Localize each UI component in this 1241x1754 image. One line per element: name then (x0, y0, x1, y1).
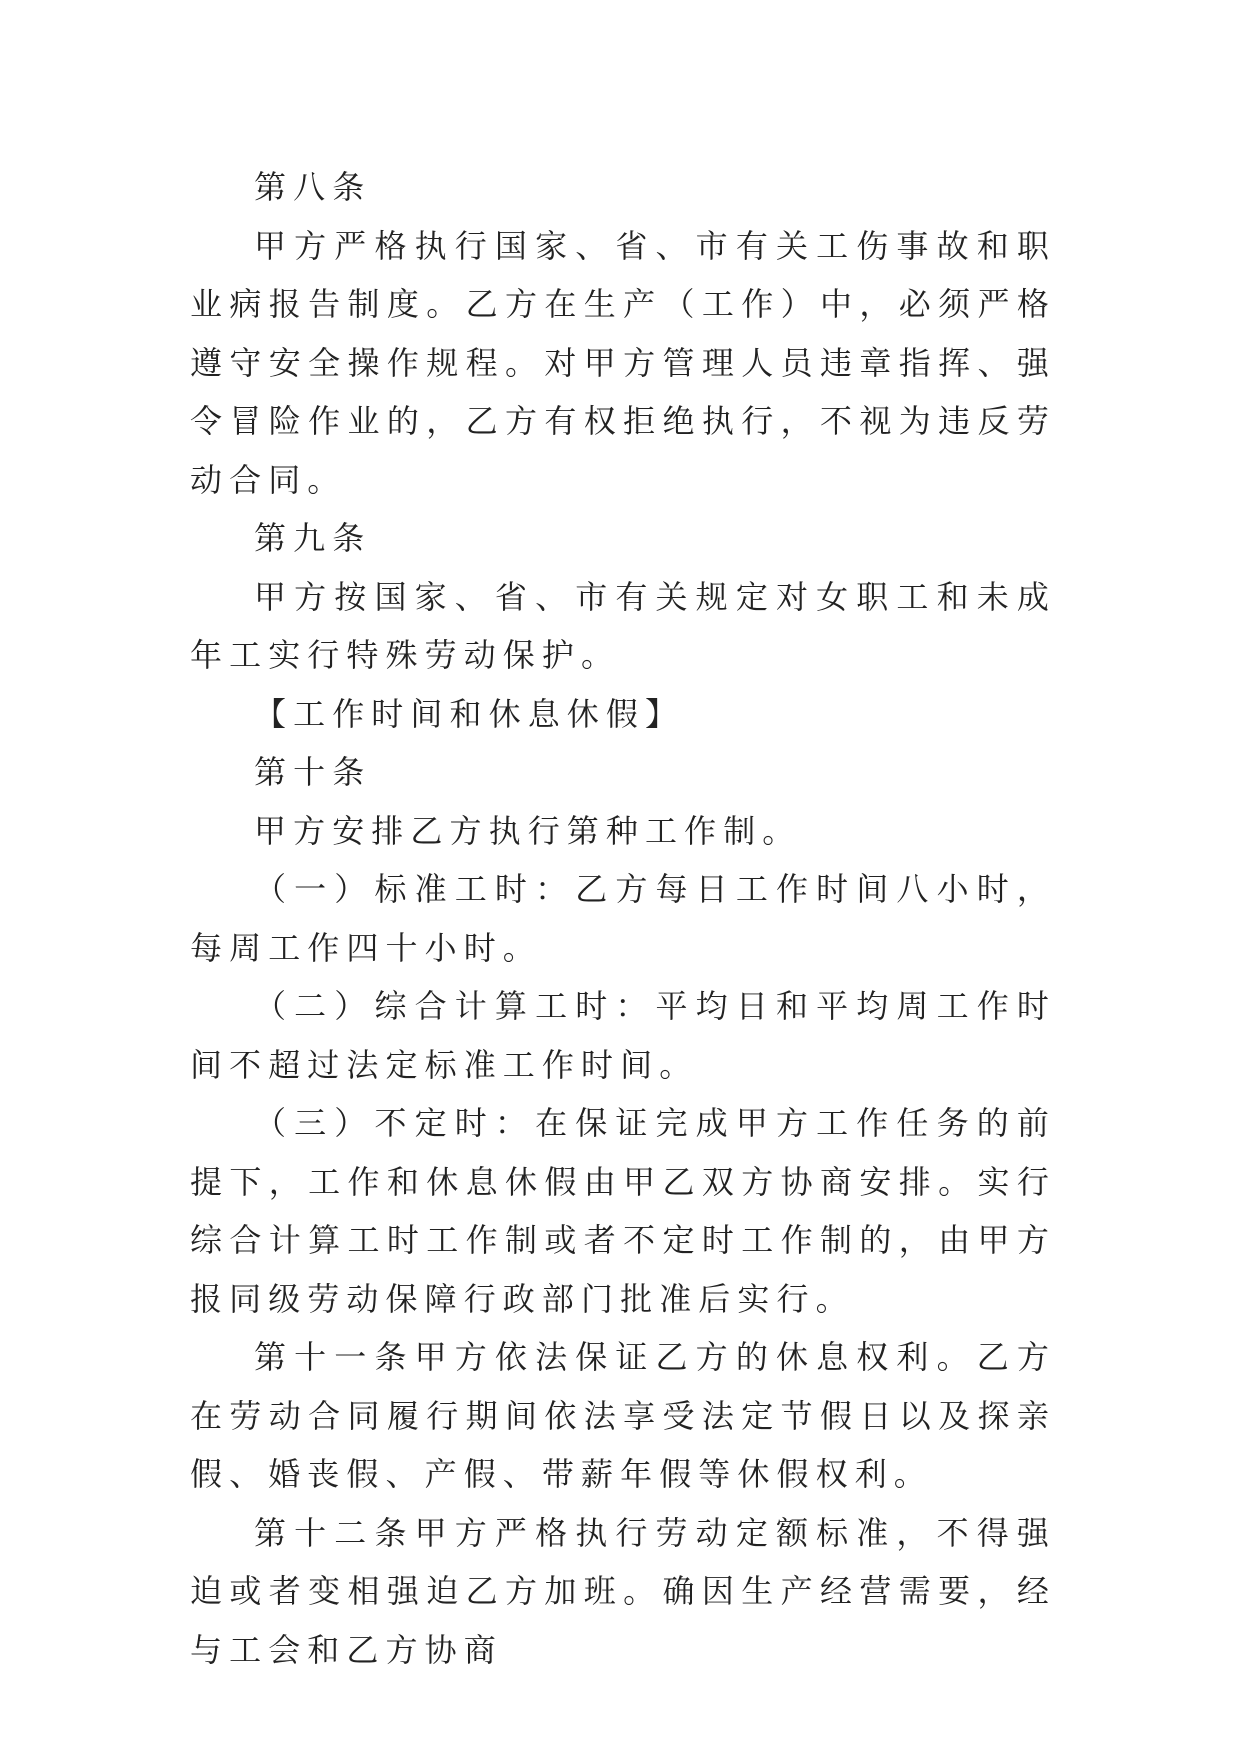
article-12: 第十二条甲方严格执行劳动定额标准，不得强迫或者变相强迫乙方加班。确因生产经营需要，经与工会和乙方协商 (190, 1513, 1056, 1669)
article-8-body: 甲方严格执行国家、省、市有关工伤事故和职业病报告制度。乙方在生产（工作）中，必须严格遵守安全操作规程。对甲方管理人员违章指挥、强令冒险作业的，乙方有权拒绝执行，不视为违反劳动合同。 (190, 226, 1056, 499)
document-page (190, 158, 1056, 1679)
article-9-heading: 第九条 (254, 519, 372, 557)
article-9-body: 甲方按国家、省、市有关规定对女职工和未成年工实行特殊劳动保护。 (190, 577, 1056, 674)
article-11: 第十一条甲方依法保证乙方的休息权利。乙方在劳动合同履行期间依法享受法定节假日以及探亲假、婚丧假、产假、带薪年假等休假权利。 (190, 1338, 1056, 1493)
article-8-heading: 第八条 (254, 168, 372, 206)
article-10-item-2: （二）综合计算工时：平均日和平均周工作时间不超过法定标准工作时间。 (190, 987, 1056, 1084)
article-10-item-1: （一）标准工时：乙方每日工作时间八小时，每周工作四十小时。 (190, 870, 1056, 967)
section-heading-working-hours: 【工作时间和休息休假】 (254, 694, 685, 733)
article-10-heading: 第十条 (254, 753, 372, 791)
article-10-body: 甲方安排乙方执行第种工作制。 (254, 811, 802, 850)
article-10-item-3: （三）不定时：在保证完成甲方工作任务的前提下，工作和休息休假由甲乙双方协商安排。实行综合计算工时工作制或者不定时工作制的，由甲方报同级劳动保障行政部门批准后实行。 (190, 1104, 1056, 1318)
